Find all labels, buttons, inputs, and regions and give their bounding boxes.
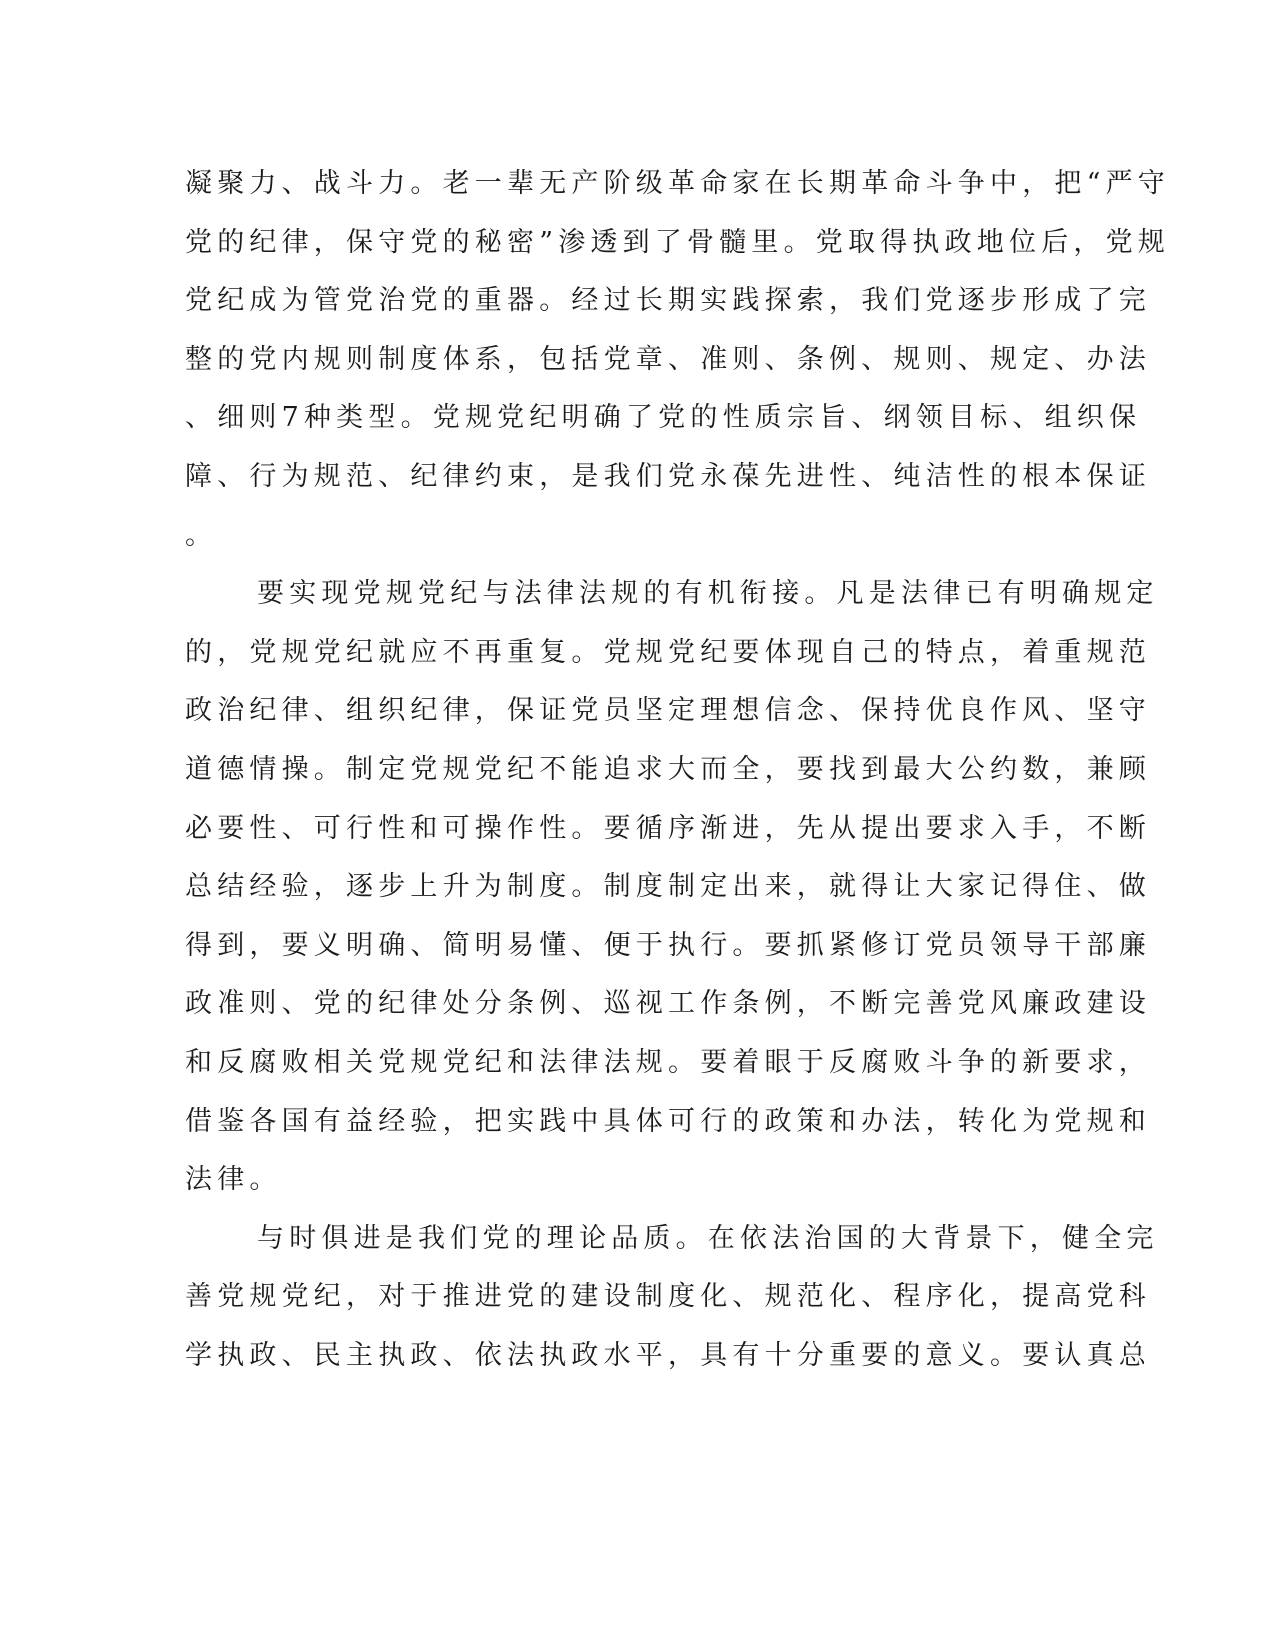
body-line: 必要性、可行性和可操作性。要循序渐进，先从提出要求入手，不断	[185, 812, 1151, 844]
body-line: 障、行为规范、纪律约束，是我们党永葆先进性、纯洁性的根本保证	[185, 460, 1151, 492]
body-line: 整的党内规则制度体系，包括党章、准则、条例、规则、规定、办法	[185, 343, 1151, 375]
body-line: 党纪成为管党治党的重器。经过长期实践探索，我们党逐步形成了完	[185, 285, 1151, 317]
body-line: 得到，要义明确、简明易懂、便于执行。要抓紧修订党员领导干部廉	[185, 929, 1151, 961]
body-line: 道德情操。制定党规党纪不能追求大而全，要找到最大公约数，兼顾	[185, 753, 1151, 785]
body-line: 政治纪律、组织纪律，保证党员坚定理想信念、保持优良作风、坚守	[185, 695, 1151, 727]
paragraph-first-line: 与时俱进是我们党的理论品质。在依法治国的大背景下，健全完	[257, 1222, 1159, 1254]
body-line: 学执政、民主执政、依法执政水平，具有十分重要的意义。要认真总	[185, 1339, 1151, 1371]
document-body	[185, 155, 1171, 1385]
body-line: 、细则7种类型。党规党纪明确了党的性质宗旨、纲领目标、组织保	[185, 402, 1142, 434]
paragraph-first-line: 要实现党规党纪与法律法规的有机衔接。凡是法律已有明确规定	[257, 578, 1159, 610]
body-line: 总结经验，逐步上升为制度。制度制定出来，就得让大家记得住、做	[185, 871, 1151, 903]
body-line: 善党规党纪，对于推进党的建设制度化、规范化、程序化，提高党科	[185, 1281, 1151, 1313]
body-line: 凝聚力、战斗力。老一辈无产阶级革命家在长期革命斗争中，把“严守	[185, 168, 1171, 199]
body-line: 法律。	[185, 1164, 282, 1196]
body-line: 借鉴各国有益经验，把实践中具体可行的政策和办法，转化为党规和	[185, 1105, 1151, 1137]
body-line: 的，党规党纪就应不再重复。党规党纪要体现自己的特点，着重规范	[185, 636, 1151, 668]
body-line: 党的纪律，保守党的秘密”渗透到了骨髓里。党取得执政地位后，党规	[185, 226, 1171, 258]
body-line: 和反腐败相关党规党纪和法律法规。要着眼于反腐败斗争的新要求，	[185, 1046, 1151, 1078]
body-line: 。	[185, 519, 218, 551]
body-line: 政准则、党的纪律处分条例、巡视工作条例，不断完善党风廉政建设	[185, 988, 1151, 1020]
